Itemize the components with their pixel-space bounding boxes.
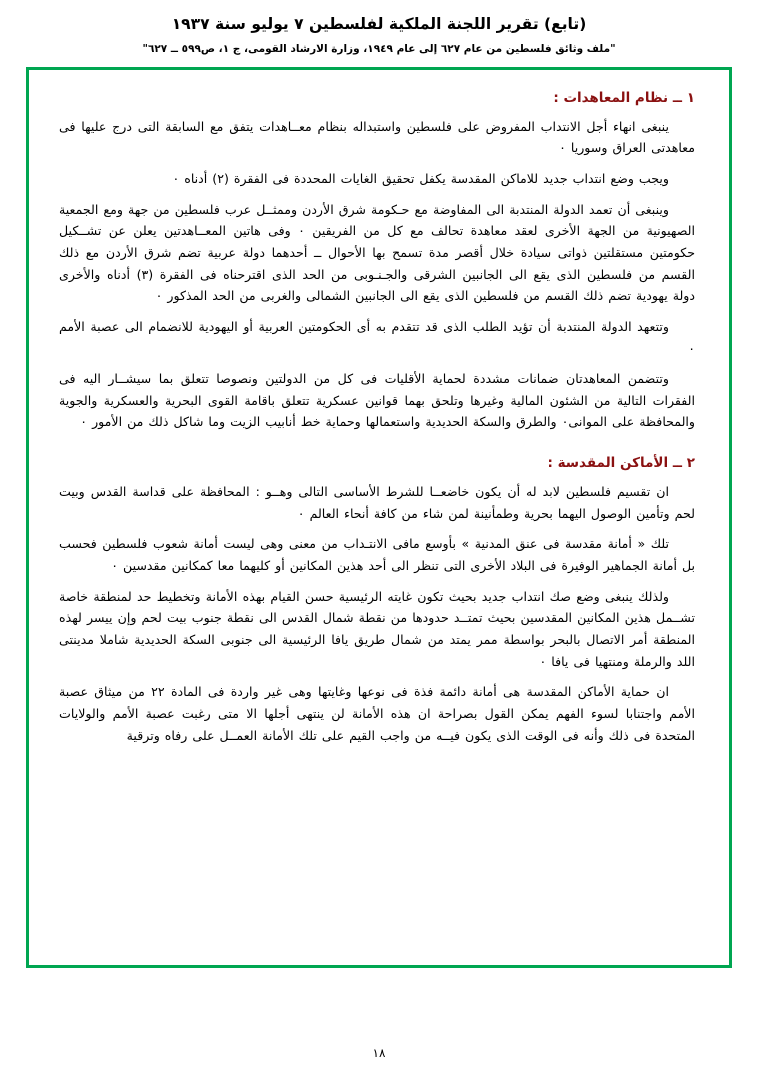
paragraph: ينبغى انهاء أجل الانتداب المفروض على فلسطين واستبداله بنظام معــاهدات يتفق مع السابقة التى درج عليها فى معاهدتى العراق وسوريا ٠ (59, 118, 695, 156)
paragraph: ولذلك ينبغى وضع صك انتداب جديد بحيث تكون غايته الرئيسية حسن القيام بهذه الأمانة وتخطيط حد لمنطقة خاصة تشــمل هذين المكانين المقدسين بحيث تمتــد حدودها من نقطة شمال القدس الى نقطة جنوب بيت لحم وإن ييسر لهذه المنطقة أمر الاتصال بالبحر بواسطة ممر يمتد من شمال طريق يافا الرئيسية الى جنوبى السكة الحديدية شاملا مدينتى اللد والرملة ومنتهيا فى يافا ٠ (59, 588, 695, 669)
page-number: ١٨ (372, 1046, 386, 1060)
page-subtitle: "ملف وثائق فلسطين من عام ٦٢٧ إلى عام ١٩٤٩، وزارة الارشاد القومى، ج ١، ص٥٩٩ ــ ٦٢٧" (142, 42, 616, 55)
paragraph: وينبغى أن تعمد الدولة المنتدبة الى المفاوضة مع حـكومة شرق الأردن وممثــل عرب فلسطين من جهة ومع الجمعية الصهيونية من الجهة الأخرى لعقد معاهدة تحالف مع كل من الفريقين ٠ وفى هاتين المعــاهدتين يعلن عن تشــكيل حكومتين مستقلتين ذواتى سيادة خلال أقصر مدة تسمح بها الأحوال ــ أحدهما دولة عربية تضم شرق الأردن مع ذلك القسم من فلسطين الذى يقع الى الجانبين الشرقى والجـنـوبى من الحد الذى اقترحناه فى الفقرة (٣) أدناه والأخرى دولة يهودية تضم ذلك القسم من فلسطين الذى يقع الى الجانبين الشمالى والغربى من الحد المذكور ٠ (59, 201, 695, 304)
paragraph: ان تقسيم فلسطين لابد له أن يكون خاضعــا للشرط الأساسى التالى وهــو : المحافظة على قداسة القدس وبيت لحم وتأمين الوصول اليهما بحرية وطمأنينة لمن شاء من كافة أنحاء العالم ٠ (59, 484, 695, 521)
section-heading-treaties: ١ ــ نظام المعاهدات : (553, 89, 695, 106)
page-title: (تابع) تقرير اللجنة الملكية لفلسطين ٧ يوليو سنة ١٩٣٧ (171, 15, 587, 33)
document-header (26, 14, 732, 57)
paragraph: وتتعهد الدولة المنتدبة أن تؤيد الطلب الذى قد تتقدم به أى الحكومتين العربية أو اليهودية للانضمام الى عصبة الأمم ٠ (59, 318, 695, 356)
paragraph: ويجب وضع انتداب جديد للاماكن المقدسة يكفل تحقيق الغايات المحددة فى الفقرة (٢) أدناه ٠ (172, 170, 669, 186)
content-frame (26, 67, 732, 968)
paragraph: تلك « أمانة مقدسة فى عنق المدنية » بأوسع مافى الانتـداب من معنى وهى ليست أمانة شعوب فلسطين فحسب بل أمانة الجماهير الوفيرة فى البلاد الأخرى التى تنظر الى أحد هذين المكانين أو كليهما معا كمكانين مقدسين ٠ (59, 536, 695, 574)
section-heading-holy-places: ٢ ــ الأماكن المقدسة : (547, 455, 695, 472)
paragraph: وتتضمن المعاهدتان ضمانات مشددة لحماية الأقليات فى كل من الدولتين ونصوصا تتعلق بما سيشــار اليه فى الفقرات التالية من الشئون المالية وغيرها وتلحق بهما قوانين عسكرية تتعلق باقامة القوى البحرية والعسكرية والجوية والمحافظة على الموانى٠ والطرق والسكة الحديدية واستعمالها وحماية خط أنابيب الزيت وما شاكل ذلك من الأمور ٠ (59, 371, 695, 430)
paragraph: ان حماية الأماكن المقدسة هى أمانة دائمة فذة فى نوعها وغايتها وهى غير واردة فى المادة ٢٢ من ميثاق عصبة الأمم واجتنابا لسوء الفهم يمكن القول بصراحة ان هذه الأمانة لن ينتهى أجلها الا متى رغبت عصبة الأمم والولايات المتحدة فى ذلك وأنه فى الوقت الذى يكون فيــه من واجب القيم على تلك الأمانة العمــل على رفاه وترقية (59, 684, 695, 743)
